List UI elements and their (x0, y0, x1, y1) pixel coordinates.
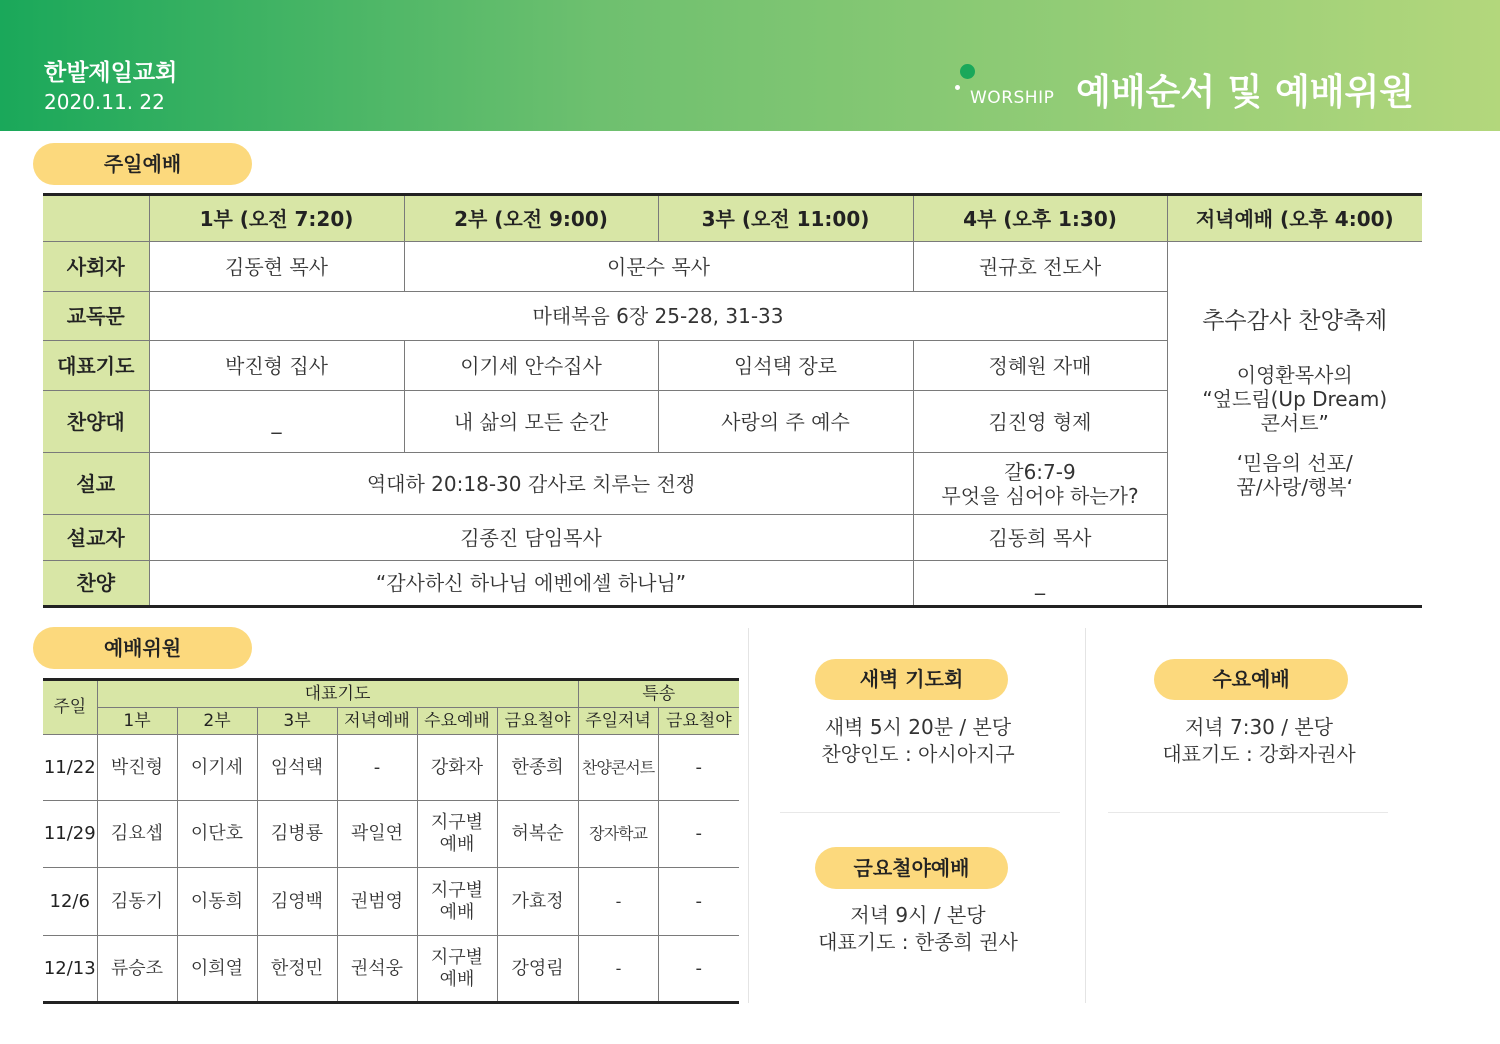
table-cell: 이기세 (177, 735, 257, 801)
week-cell: 11/29 (43, 801, 97, 868)
evening-line: 꿈/사랑/행복‘ (1236, 475, 1353, 500)
table-row (43, 242, 1422, 292)
week-header: 주일 (43, 680, 97, 735)
subheader: 금요철야 (658, 708, 739, 735)
friday-service-info (760, 902, 1076, 956)
page-title: 예배순서 및 예배위원 (1076, 72, 1415, 113)
table-cell: 지구별 예배 (417, 801, 497, 868)
cell: _ (149, 391, 404, 453)
table-cell: - (658, 801, 739, 868)
table-cell: 지구별 예배 (417, 868, 497, 936)
friday-service-label: 금요철야예배 (853, 856, 970, 880)
row-label-preacher: 설교자 (43, 515, 149, 561)
table-cell: 김요셉 (97, 801, 177, 868)
cell: 내 삶의 모든 순간 (404, 391, 658, 453)
green-dot-icon (960, 64, 975, 79)
evening-title: 추수감사 찬양축제 (1202, 307, 1388, 334)
group-header-special: 특송 (578, 680, 739, 708)
friday-service-pill (815, 847, 1008, 889)
table-cell: 허복순 (497, 801, 578, 868)
table-cell: 이동희 (177, 868, 257, 936)
col-header-2: 2부 (오전 9:00) (404, 195, 658, 242)
table-cell: 지구별 예배 (417, 936, 497, 1003)
table-cell: 김병룡 (257, 801, 337, 868)
table-row (43, 735, 739, 801)
subheader: 1부 (97, 708, 177, 735)
table-cell: 이단호 (177, 801, 257, 868)
table-cell: - (658, 936, 739, 1003)
table-row (43, 801, 739, 868)
cell: 정혜원 자매 (913, 341, 1167, 391)
table-cell: 곽일연 (337, 801, 417, 868)
cell: 사랑의 주 예수 (658, 391, 913, 453)
sunday-service-label: 주일예배 (103, 152, 182, 176)
row-label-sermon: 설교 (43, 453, 149, 515)
table-cell: 강화자 (417, 735, 497, 801)
col-header-3: 3부 (오전 11:00) (658, 195, 913, 242)
wednesday-service-info (1100, 714, 1418, 768)
sunday-service-table (43, 193, 1422, 608)
wednesday-service-pill (1154, 659, 1348, 700)
section-label-en: WORSHIP (970, 88, 1055, 108)
dawn-prayer-pill (815, 659, 1008, 700)
divider (780, 812, 1060, 813)
bulletin-date: 2020.11. 22 (44, 90, 165, 114)
church-name: 한밭제일교회 (44, 60, 178, 86)
cell: “감사하신 하나님 에벤에셀 하나님” (149, 561, 913, 607)
table-cell: - (658, 735, 739, 801)
cell: 김동현 목사 (149, 242, 404, 292)
table-cell: 찬양콘서트 (578, 735, 658, 801)
dawn-leader: 찬양인도 : 아시아지구 (821, 742, 1015, 766)
cell: 박진형 집사 (149, 341, 404, 391)
cell: 마태복음 6장 25-28, 31-33 (149, 292, 1167, 341)
cell (913, 453, 1167, 515)
wednesday-service-label: 수요예배 (1212, 667, 1290, 691)
col-header-evening: 저녁예배 (오후 4:00) (1167, 195, 1422, 242)
table-cell: 임석택 (257, 735, 337, 801)
cell: 김동희 목사 (913, 515, 1167, 561)
table-cell: 이희열 (177, 936, 257, 1003)
col-header-4: 4부 (오후 1:30) (913, 195, 1167, 242)
evening-line: 이영환목사의 (1236, 363, 1353, 388)
committee-header-row (43, 680, 739, 708)
cell: 김종진 담임목사 (149, 515, 913, 561)
committee-label: 예배위원 (103, 636, 182, 660)
dawn-prayer-label: 새벽 기도회 (859, 667, 964, 691)
col-header-1: 1부 (오전 7:20) (149, 195, 404, 242)
dawn-prayer-info (760, 714, 1076, 768)
friday-time: 저녁 9시 / 본당 (850, 903, 986, 927)
table-cell: 류승조 (97, 936, 177, 1003)
table-cell: 가효정 (497, 868, 578, 936)
table-cell: 권석웅 (337, 936, 417, 1003)
table-cell: 한정민 (257, 936, 337, 1003)
committee-table (43, 678, 739, 1004)
week-cell: 11/22 (43, 735, 97, 801)
row-label-reading: 교독문 (43, 292, 149, 341)
table-cell: 박진형 (97, 735, 177, 801)
cell: 이문수 목사 (404, 242, 913, 292)
committee-subheader-row (43, 708, 739, 735)
header-banner (0, 0, 1500, 131)
cell: 김진영 형제 (913, 391, 1167, 453)
row-label-choir: 찬양대 (43, 391, 149, 453)
table-cell: 강영림 (497, 936, 578, 1003)
subheader: 3부 (257, 708, 337, 735)
table-cell: 한종희 (497, 735, 578, 801)
spacer (1168, 435, 1423, 451)
evening-line: “엎드림(Up Dream) (1202, 387, 1388, 412)
evening-line: 콘서트” (1260, 411, 1329, 436)
table-cell: - (337, 735, 417, 801)
cell: _ (913, 561, 1167, 607)
committee-body (43, 735, 739, 1003)
divider (1108, 812, 1388, 813)
table-cell: - (578, 868, 658, 936)
evening-line: ‘믿음의 선포/ (1236, 451, 1353, 476)
subheader: 금요철야 (497, 708, 578, 735)
white-dot-icon (955, 85, 960, 90)
sunday-service-pill (33, 143, 252, 185)
corner-cell (43, 195, 149, 242)
table-row (43, 936, 739, 1003)
row-label-prayer: 대표기도 (43, 341, 149, 391)
cell: 역대하 20:18-30 감사로 치루는 전쟁 (149, 453, 913, 515)
subheader: 주일저녁 (578, 708, 658, 735)
table-header-row (43, 195, 1422, 242)
wednesday-time: 저녁 7:30 / 본당 (1184, 715, 1333, 739)
friday-prayer: 대표기도 : 한종희 권사 (818, 930, 1018, 954)
cell: 이기세 안수집사 (404, 341, 658, 391)
cell: 임석택 장로 (658, 341, 913, 391)
sermon-scripture: 갈6:7-9 (1004, 459, 1076, 484)
row-label-presider: 사회자 (43, 242, 149, 292)
table-cell: - (578, 936, 658, 1003)
wednesday-prayer: 대표기도 : 강화자권사 (1162, 742, 1356, 766)
committee-pill (33, 627, 252, 669)
subheader: 2부 (177, 708, 257, 735)
spacer (1168, 499, 1423, 539)
table-cell: 김동기 (97, 868, 177, 936)
table-row (43, 868, 739, 936)
divider (1085, 628, 1086, 1003)
table-cell: 김영백 (257, 868, 337, 936)
subheader: 저녁예배 (337, 708, 417, 735)
evening-service-cell (1167, 242, 1422, 607)
cell: 권규호 전도사 (913, 242, 1167, 292)
dawn-time: 새벽 5시 20분 / 본당 (824, 715, 1012, 739)
week-cell: 12/6 (43, 868, 97, 936)
divider (748, 628, 749, 1003)
sermon-title: 무엇을 심어야 하는가? (941, 483, 1139, 508)
subheader: 수요예배 (417, 708, 497, 735)
row-label-hymn: 찬양 (43, 561, 149, 607)
table-cell: 권범영 (337, 868, 417, 936)
week-cell: 12/13 (43, 936, 97, 1003)
table-cell: 장자학교 (578, 801, 658, 868)
group-header-prayer: 대표기도 (97, 680, 578, 708)
table-cell: - (658, 868, 739, 936)
